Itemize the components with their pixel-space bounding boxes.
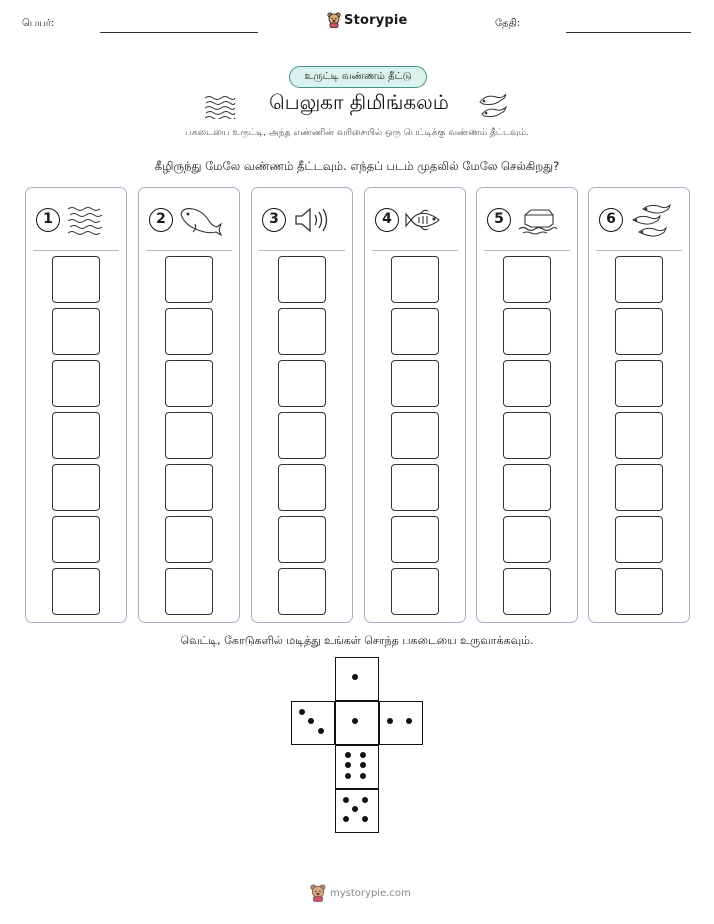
column-divider [372,250,458,251]
sound-speaker-icon [292,205,332,235]
color-box[interactable] [278,412,326,459]
color-box[interactable] [503,360,551,407]
color-box[interactable] [503,256,551,303]
column-divider [146,250,232,251]
subtitle: பகடையை உருட்டி, அந்த எண்ணின் வரிசையில் ஒரு பெட்டிக்கு வண்ணம் தீட்டவும். [185,128,529,138]
color-box[interactable] [52,412,100,459]
date-field-line[interactable] [566,32,691,33]
column-2 [138,187,240,623]
beluga-pod-icon [629,201,673,239]
color-box[interactable] [52,308,100,355]
color-box[interactable] [165,360,213,407]
activity-tag: உருட்டி வண்ணம் தீட்டு [289,66,427,88]
pip [360,752,366,758]
color-box[interactable] [165,516,213,563]
pip [352,674,358,680]
color-box[interactable] [165,412,213,459]
pip [387,718,393,724]
die-face-5 [335,789,379,833]
color-box[interactable] [503,308,551,355]
color-box[interactable] [615,256,663,303]
color-box[interactable] [278,516,326,563]
color-box[interactable] [165,464,213,511]
color-box[interactable] [278,256,326,303]
color-box[interactable] [391,568,439,615]
pip [299,709,305,715]
bear-mascot-icon [310,884,326,902]
color-box[interactable] [615,516,663,563]
fish-icon [405,205,445,235]
column-divider [596,250,682,251]
die-face-6 [335,745,379,789]
pip [360,773,366,779]
color-box[interactable] [391,256,439,303]
column-1 [25,187,127,623]
pip [352,806,358,812]
color-box[interactable] [615,360,663,407]
water-waves-icon [66,205,106,235]
color-box[interactable] [503,568,551,615]
color-box[interactable] [52,256,100,303]
pip [345,762,351,768]
color-box[interactable] [615,568,663,615]
ice-floe-icon [517,205,559,235]
color-box[interactable] [391,308,439,355]
color-box[interactable] [391,516,439,563]
instruction: கீழிருந்து மேலே வண்ணம் தீட்டவும். எந்தப் படம் முதலில் மேலே செல்கிறது? [154,159,560,173]
footer-url[interactable]: mystorypie.com [330,887,411,899]
pip [318,728,324,734]
color-box[interactable] [615,308,663,355]
column-4 [364,187,466,623]
bear-mascot-icon [327,12,341,28]
column-number: 3 [262,208,286,232]
color-box[interactable] [278,464,326,511]
color-box[interactable] [615,464,663,511]
date-label: தேதி: [495,18,521,29]
color-box[interactable] [165,256,213,303]
pip [362,816,368,822]
brand-name: Storypie [344,12,408,28]
column-divider [33,250,119,251]
water-waves-icon [204,95,236,119]
column-3 [251,187,353,623]
pip [345,773,351,779]
footer [310,884,411,902]
die-face-2 [379,701,423,745]
color-box[interactable] [503,516,551,563]
column-divider [259,250,345,251]
column-5 [476,187,578,623]
column-divider [484,250,570,251]
die-face-1 [335,657,379,701]
column-number: 6 [599,208,623,232]
die-face-3 [291,701,335,745]
color-box[interactable] [503,464,551,511]
pip [362,797,368,803]
pip [406,718,412,724]
pip [345,752,351,758]
die-net-instruction: வெட்டி, கோடுகளில் மடித்து உங்கள் சொந்த பகடையை உருவாக்கவும். [180,634,534,647]
column-number: 2 [149,208,173,232]
pip [343,816,349,822]
color-box[interactable] [165,308,213,355]
pip [360,762,366,768]
brand-logo [327,12,408,28]
beluga-whale-icon [179,204,223,236]
column-number: 5 [487,208,511,232]
column-6 [588,187,690,623]
color-box[interactable] [52,516,100,563]
name-field-line[interactable] [100,32,258,33]
name-label: பெயர்: [22,18,55,29]
column-number: 1 [36,208,60,232]
color-box[interactable] [503,412,551,459]
color-box[interactable] [391,412,439,459]
color-box[interactable] [52,360,100,407]
die-face-1 [335,701,379,745]
pip [308,718,314,724]
color-box[interactable] [52,568,100,615]
color-box[interactable] [615,412,663,459]
color-box[interactable] [278,308,326,355]
color-box[interactable] [52,464,100,511]
page-title: பெலுகா திமிங்கலம் [269,90,449,114]
color-box[interactable] [165,568,213,615]
beluga-pod-icon [476,88,510,122]
color-box[interactable] [278,568,326,615]
pip [352,718,358,724]
color-box[interactable] [391,464,439,511]
color-box[interactable] [278,360,326,407]
pip [343,797,349,803]
column-number: 4 [375,208,399,232]
color-box[interactable] [391,360,439,407]
